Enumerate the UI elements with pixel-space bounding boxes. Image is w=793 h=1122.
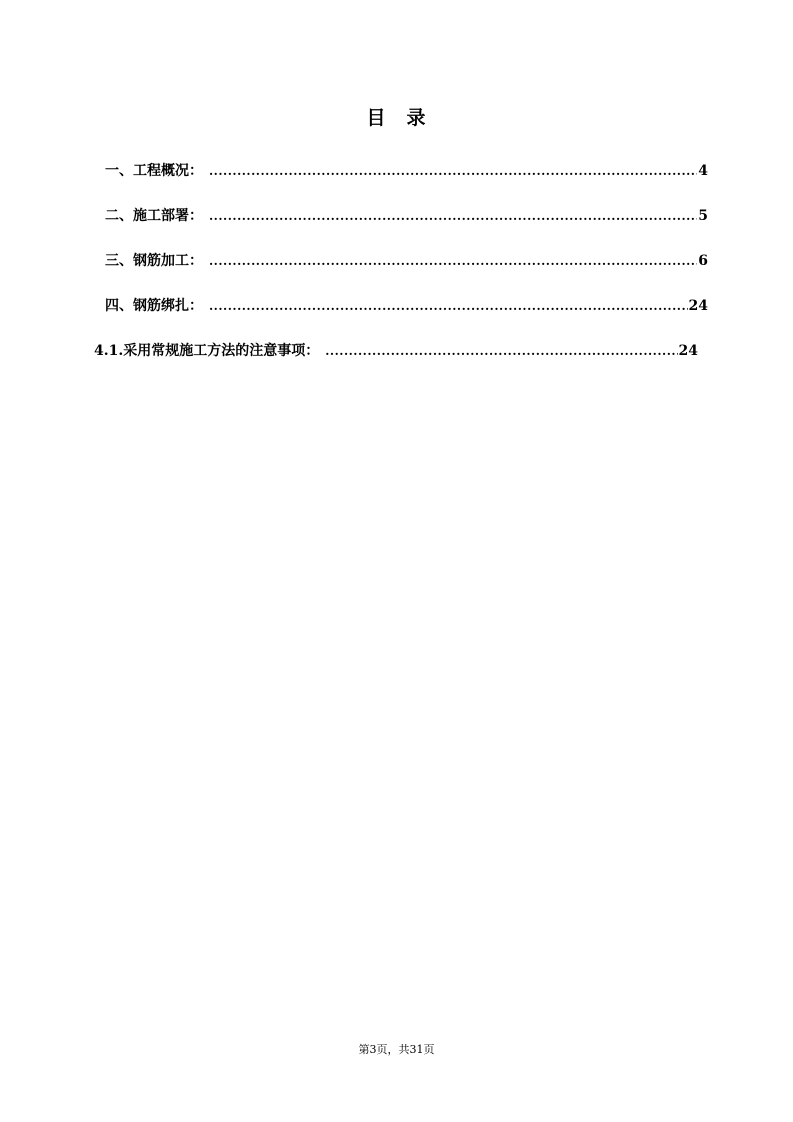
toc-entry-page: 5 — [698, 208, 708, 224]
toc-entry-page: 24 — [688, 298, 708, 314]
toc-entry-5[interactable] — [94, 341, 698, 361]
toc-leader-dots — [209, 161, 697, 181]
toc-leader-dots — [325, 341, 677, 361]
toc-leader-dots — [209, 206, 697, 226]
toc-entry-label: 四、钢筋绑扎： — [105, 298, 203, 314]
page-title: 目 录 — [366, 107, 427, 129]
toc-entry-label: 一、工程概况： — [105, 163, 203, 179]
toc-entry-3[interactable] — [105, 251, 708, 271]
toc-entry-2[interactable] — [105, 206, 708, 226]
toc-entry-label: 三、钢筋加工： — [105, 253, 203, 269]
page-footer: 第3页，共31页 — [358, 1043, 435, 1056]
toc-leader-dots — [209, 251, 697, 271]
toc-entry-label: 4.1.采用常规施工方法的注意事项： — [94, 343, 320, 359]
toc-entry-1[interactable] — [105, 161, 708, 181]
toc-leader-dots — [209, 296, 688, 316]
toc-entry-page: 6 — [698, 253, 708, 269]
toc-entry-page: 4 — [698, 163, 708, 179]
toc-entry-4[interactable] — [105, 296, 708, 316]
toc-entry-label: 二、施工部署： — [105, 208, 203, 224]
toc-entry-page: 24 — [678, 343, 698, 359]
